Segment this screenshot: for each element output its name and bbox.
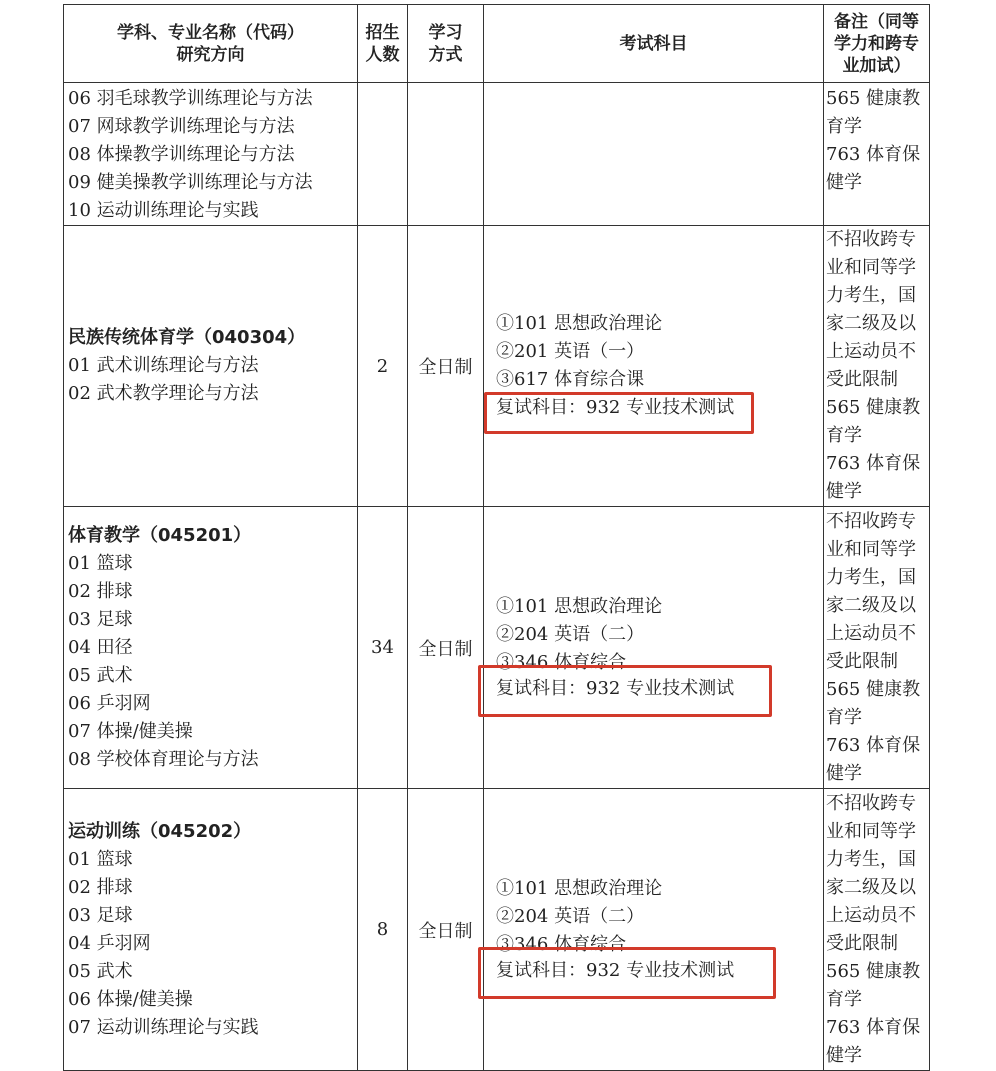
directions-cell xyxy=(64,507,358,789)
exam-cell xyxy=(484,226,824,507)
header-mode-line1: 学习 xyxy=(428,22,463,43)
direction-item: 04 田径 xyxy=(68,636,133,658)
note-line: 上运动员不 xyxy=(826,622,916,644)
direction-item: 07 运动训练理论与实践 xyxy=(68,1016,259,1038)
direction-item: 03 足球 xyxy=(68,608,133,630)
header-major-line2: 研究方向 xyxy=(176,44,245,65)
retest-subject: 复试科目：932 专业技术测试 xyxy=(496,397,735,418)
directions-cell xyxy=(64,789,358,1071)
note-line: 受此限制 xyxy=(826,932,898,954)
note-line: 上运动员不 xyxy=(826,904,916,926)
count-cell xyxy=(358,83,408,226)
direction-item: 01 篮球 xyxy=(68,552,133,574)
note-line: 健学 xyxy=(826,1044,862,1066)
direction-item: 06 羽毛球教学训练理论与方法 xyxy=(68,88,313,109)
exam-subject: ①101 思想政治理论 xyxy=(496,313,663,334)
note-line: 育学 xyxy=(826,425,862,446)
table-row xyxy=(64,226,930,507)
note-line: 565 健康教 xyxy=(826,960,921,982)
note-line: 力考生，国 xyxy=(826,285,916,306)
note-line: 不招收跨专 xyxy=(826,229,916,250)
note-cell xyxy=(824,226,930,507)
direction-item: 02 排球 xyxy=(68,580,133,602)
direction-item: 01 武术训练理论与方法 xyxy=(68,355,259,376)
note-line: 业和同等学 xyxy=(826,538,916,560)
exam-subject: ③346 体育综合 xyxy=(496,933,627,953)
count-cell: 34 xyxy=(358,507,408,789)
direction-item: 10 运动训练理论与实践 xyxy=(68,200,259,221)
direction-item: 08 体操教学训练理论与方法 xyxy=(68,144,295,165)
retest-subject: 复试科目：932 专业技术测试 xyxy=(496,677,735,699)
direction-item: 04 乒羽网 xyxy=(68,932,151,954)
note-cell xyxy=(824,789,930,1071)
note-line: 健学 xyxy=(826,172,862,193)
exam-subject: ②201 英语（一） xyxy=(496,341,645,362)
header-count-line1: 招生 xyxy=(365,22,400,43)
header-note-line2: 学力和跨专 xyxy=(834,33,919,54)
exam-subject: ②204 英语（二） xyxy=(496,905,645,927)
exam-subject: ①101 思想政治理论 xyxy=(496,595,663,617)
note-line: 育学 xyxy=(826,116,862,137)
note-line: 不招收跨专 xyxy=(826,510,916,532)
enrollment-table xyxy=(63,4,930,1071)
directions-cell xyxy=(64,83,358,226)
direction-item: 05 武术 xyxy=(68,664,133,686)
header-note-line3: 业加试） xyxy=(842,55,911,76)
header-mode xyxy=(408,5,484,83)
exam-subject: ③346 体育综合 xyxy=(496,651,627,671)
direction-item: 06 乒羽网 xyxy=(68,692,151,714)
directions-cell xyxy=(64,226,358,507)
note-line: 健学 xyxy=(826,481,862,502)
table-header-row xyxy=(64,5,930,83)
mode-cell: 全日制 xyxy=(408,507,484,789)
mode-cell: 全日制 xyxy=(408,226,484,507)
count-cell: 2 xyxy=(358,226,408,507)
header-major xyxy=(64,5,358,83)
table-row xyxy=(64,507,930,789)
note-line: 家二级及以 xyxy=(826,594,916,616)
note-line: 763 体育保 xyxy=(826,1016,921,1038)
note-line: 家二级及以 xyxy=(826,876,916,898)
note-cell xyxy=(824,83,930,226)
direction-item: 09 健美操教学训练理论与方法 xyxy=(68,172,313,193)
note-line: 力考生，国 xyxy=(826,848,916,870)
note-line: 受此限制 xyxy=(826,650,898,672)
note-line: 763 体育保 xyxy=(826,453,921,474)
direction-item: 05 武术 xyxy=(68,960,133,982)
header-mode-line2: 方式 xyxy=(428,44,463,65)
note-line: 健学 xyxy=(826,762,862,784)
header-note-line1: 备注（同等 xyxy=(834,11,919,32)
direction-item: 02 排球 xyxy=(68,876,133,898)
note-cell xyxy=(824,507,930,789)
exam-subject: ②204 英语（二） xyxy=(496,623,645,645)
exam-cell xyxy=(484,507,824,789)
direction-item: 02 武术教学理论与方法 xyxy=(68,383,259,404)
note-line: 受此限制 xyxy=(826,369,898,390)
note-line: 上运动员不 xyxy=(826,341,916,362)
note-line: 育学 xyxy=(826,988,862,1010)
note-line: 家二级及以 xyxy=(826,313,916,334)
note-line: 565 健康教 xyxy=(826,397,921,418)
note-line: 763 体育保 xyxy=(826,734,921,756)
header-major-line1: 学科、专业名称（代码） xyxy=(117,22,304,43)
direction-item: 07 网球教学训练理论与方法 xyxy=(68,116,295,137)
major-title: 民族传统体育学（040304） xyxy=(68,327,306,348)
note-line: 业和同等学 xyxy=(826,257,916,278)
header-count-line2: 人数 xyxy=(365,44,400,65)
retest-subject: 复试科目：932 专业技术测试 xyxy=(496,959,735,981)
direction-item: 08 学校体育理论与方法 xyxy=(68,748,259,770)
exam-subject: ①101 思想政治理论 xyxy=(496,877,663,899)
header-exam: 考试科目 xyxy=(484,5,824,83)
exam-cell xyxy=(484,83,824,226)
exam-subject: ③617 体育综合课 xyxy=(496,369,645,390)
header-note xyxy=(824,5,930,83)
header-count xyxy=(358,5,408,83)
table-row xyxy=(64,83,930,226)
direction-item: 07 体操/健美操 xyxy=(68,720,193,742)
exam-cell xyxy=(484,789,824,1071)
note-line: 763 体育保 xyxy=(826,144,921,165)
table-row xyxy=(64,789,930,1071)
note-line: 力考生，国 xyxy=(826,566,916,588)
note-line: 育学 xyxy=(826,706,862,728)
highlight-box xyxy=(478,947,776,999)
direction-item: 01 篮球 xyxy=(68,848,133,870)
note-line: 业和同等学 xyxy=(826,820,916,842)
major-title: 运动训练（045202） xyxy=(68,820,252,842)
count-cell: 8 xyxy=(358,789,408,1071)
note-line: 不招收跨专 xyxy=(826,792,916,814)
direction-item: 03 足球 xyxy=(68,904,133,926)
direction-item: 06 体操/健美操 xyxy=(68,988,193,1010)
note-line: 565 健康教 xyxy=(826,678,921,700)
highlight-box xyxy=(478,665,772,717)
highlight-box xyxy=(484,392,754,434)
mode-cell: 全日制 xyxy=(408,789,484,1071)
major-title: 体育教学（045201） xyxy=(68,524,252,546)
mode-cell xyxy=(408,83,484,226)
note-line: 565 健康教 xyxy=(826,88,921,109)
